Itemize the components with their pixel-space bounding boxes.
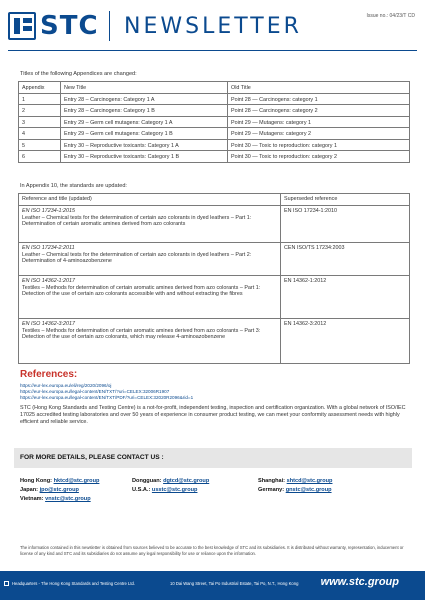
contact-label: Japan: — [20, 487, 39, 493]
standard-reference — [19, 243, 281, 276]
newsletter-title: NEWSLETTER — [124, 14, 302, 39]
superseded-reference: EN 14362-1:2012 — [281, 276, 410, 319]
superseded-reference: CEN ISO/TS 17234:2003 — [281, 243, 410, 276]
new-title: Entry 29 – Germ cell mutagens: Category 1 B — [61, 128, 228, 140]
standard-code: EN ISO 17234-2:2011 — [22, 245, 75, 251]
appendix-number: 6 — [19, 151, 61, 163]
table-header-row — [19, 194, 410, 206]
standard-title: Textiles – Methods for determination of certain aromatic amines derived from azo colorants – Part 1: Detection of the use of certain azo colorants accessible with and without extracting the fibres — [22, 284, 261, 298]
table-row — [19, 93, 410, 105]
old-title: Point 29 — Mutagens: category 1 — [228, 116, 410, 128]
reference-link[interactable]: https://eur-lex.europa.eu/legal-content/EN/TXT/PDF/?uri=CELEX:32020R2096&rid=1 — [20, 395, 194, 401]
superseded-reference: EN 14362-3:2012 — [281, 319, 410, 364]
table-row — [19, 319, 410, 364]
table-row — [19, 105, 410, 117]
contact-label: Shanghai: — [258, 478, 286, 484]
column-header-reference: Reference and title (updated) — [19, 194, 281, 206]
references-list — [20, 383, 193, 402]
building-icon — [4, 581, 9, 586]
contact-vietnam — [20, 495, 91, 504]
standards-table — [18, 193, 410, 364]
footer-address: 10 Dai Wang Street, Tai Po Industrial Estate, Tai Po, N.T., Hong Kong — [170, 581, 299, 586]
contact-germany — [258, 486, 332, 495]
appendix-changes-table — [18, 81, 410, 163]
contact-dongguan — [132, 477, 209, 486]
old-title: Point 29 — Mutagens: category 2 — [228, 128, 410, 140]
old-title: Point 30 — Toxic to reproduction: category 1 — [228, 139, 410, 151]
stc-logo — [8, 11, 110, 41]
header-divider — [8, 50, 417, 51]
appendix-number: 1 — [19, 93, 61, 105]
about-stc-paragraph: STC (Hong Kong Standards and Testing Centre) is a not-for-profit, independent testing, inspection and certification organization. With a global network of ISO/IEC 17025 accredited testing laboratories and over 50 years of experience in consumer product testing, we can meet your conformity assessment needs with highly efficient and reliable service. — [20, 405, 406, 426]
standard-code: EN ISO 17234-1:2015 — [22, 208, 76, 214]
old-title: Point 28 — Carcinogens: category 2 — [228, 105, 410, 117]
footer-headquarters — [4, 581, 135, 586]
new-title: Entry 28 – Carcinogens: Category 1 B — [61, 105, 228, 117]
contact-label: U.S.A.: — [132, 487, 151, 493]
contact-banner-text: FOR MORE DETAILS, PLEASE CONTACT US : — [20, 454, 164, 461]
contact-hong-kong — [20, 477, 99, 486]
appendix-number: 4 — [19, 128, 61, 140]
standard-reference — [19, 319, 281, 364]
footer-website-link[interactable]: www.stc.group — [320, 576, 399, 588]
contact-usa — [132, 486, 197, 495]
standard-title: Textiles – Methods for determination of certain aromatic amines derived from azo colorants – Part 3: Detection of the use of certain azo colorants, which may release 4-aminoazobenzene — [22, 327, 261, 341]
standard-code: EN ISO 14362-1:2017 — [22, 278, 76, 284]
page-header — [0, 0, 425, 52]
appendix-number: 5 — [19, 139, 61, 151]
new-title: Entry 30 – Reproductive toxicants: Category 1 A — [61, 139, 228, 151]
table-row — [19, 243, 410, 276]
contact-label: Hong Kong: — [20, 478, 52, 484]
appendix-number: 2 — [19, 105, 61, 117]
superseded-reference: EN ISO 17234-1:2010 — [281, 206, 410, 243]
contact-email-link[interactable]: dgtcd@stc.group — [163, 478, 210, 484]
new-title: Entry 28 – Carcinogens: Category 1 A — [61, 93, 228, 105]
disclaimer-text: The information contained in this newsletter is obtained from sources believed to be accurate to the best knowledge of STC and its subsidiaries. It is distributed without warranty, representation, inducement or license of any kind and STC and its subsidiaries do not assume any legal responsibility for use or reliance upon the information. — [20, 545, 404, 556]
column-header-superseded: Superseded reference — [281, 194, 410, 206]
contact-email-link[interactable]: usstc@stc.group — [151, 487, 198, 493]
reference-link[interactable]: https://eur-lex.europa.eu/legal-content/EN/TXT/?uri=CELEX:32006R1907 — [20, 389, 170, 395]
contact-email-link[interactable]: jpo@stc.group — [39, 487, 79, 493]
table-row — [19, 206, 410, 243]
new-title: Entry 29 – Germ cell mutagens: Category 1 A — [61, 116, 228, 128]
standard-title: Leather – Chemical tests for the determination of certain azo colorants in dyed leathers – Part 2: Determination of 4-aminoazobenzene — [22, 251, 252, 265]
footer-hq-text: Headquarters - The Hong Kong Standards and Testing Centre Ltd. — [12, 581, 135, 586]
standard-reference — [19, 276, 281, 319]
standard-code: EN ISO 14362-3:2017 — [22, 321, 76, 327]
appendix-intro: Titles of the following Appendices are changed: — [20, 71, 137, 77]
contact-email-link[interactable]: shtcd@stc.group — [286, 478, 333, 484]
table-row — [19, 276, 410, 319]
table-row — [19, 128, 410, 140]
old-title: Point 28 — Carcinogens: category 1 — [228, 93, 410, 105]
column-header-appendix: Appendix — [19, 82, 61, 94]
new-title: Entry 30 – Reproductive toxicants: Category 1 B — [61, 151, 228, 163]
reference-link[interactable]: https://eur-lex.europa.eu/eli/reg/2020/2096/oj — [20, 383, 112, 388]
table-row — [19, 151, 410, 163]
contact-email-link[interactable]: vnstc@stc.group — [45, 496, 91, 502]
contact-email-link[interactable]: gnstc@stc.group — [285, 487, 332, 493]
table-row — [19, 116, 410, 128]
old-title: Point 30 — Toxic to reproduction: category 2 — [228, 151, 410, 163]
logo-divider — [109, 11, 110, 41]
logo-text: STC — [40, 11, 99, 41]
contact-label: Germany: — [258, 487, 285, 493]
contact-label: Dongguan: — [132, 478, 162, 484]
contact-japan — [20, 486, 79, 495]
stc-logo-mark-icon — [8, 12, 36, 40]
standards-intro: In Appendix 10, the standards are updated: — [20, 183, 127, 189]
references-heading: References: — [20, 369, 78, 380]
appendix-number: 3 — [19, 116, 61, 128]
standard-title: Leather – Chemical tests for the determination of certain azo colorants in dyed leathers – Part 1: Determination of certain aromatic amines derived from azo colorants — [22, 214, 252, 228]
contact-email-link[interactable]: hktcd@stc.group — [53, 478, 100, 484]
standard-reference — [19, 206, 281, 243]
column-header-new-title: New Title — [61, 82, 228, 94]
column-header-old-title: Old Title — [228, 82, 410, 94]
contact-shanghai — [258, 477, 332, 486]
table-header-row — [19, 82, 410, 94]
issue-number: Issue no.: 04/23/T CD — [366, 13, 415, 19]
contact-label: Vietnam: — [20, 496, 44, 502]
table-row — [19, 139, 410, 151]
